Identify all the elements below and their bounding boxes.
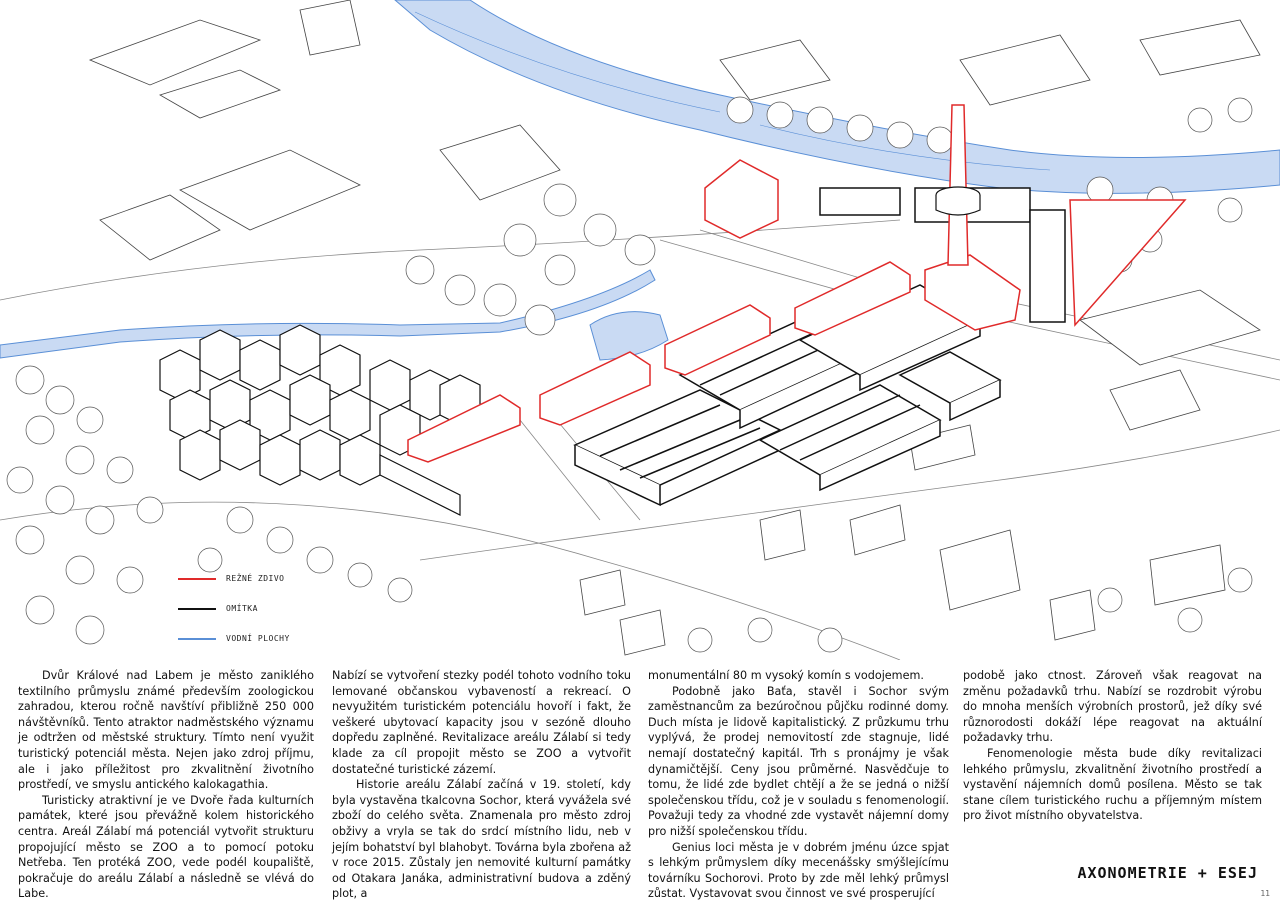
page-title: AXONOMETRIE + ESEJ [1077, 864, 1258, 882]
essay-paragraph: Podobně jako Baťa, stavěl i Sochor svým zaměstnancům za bezúročnou půjčku rodinné domy. Duch místa je lidově kapitalistický. Z průzkumu trhu vyplývá, že prodej nemovitostí zde stagnuje, lidé nemají dostatečný kapitál. Trh s pronájmy je však dynamičtější. Ceny jsou průměrné. Nasvědčuje to tomu, že lidé zde bydlet chtějí a že se jedná o nižší společenskou třídu, což je v souladu s fenomenologií. Považuji tedy za vhodné zde vystavět nájemní domy pro nižší společenskou třídu. [648, 684, 949, 838]
legend-line-brick [178, 578, 216, 580]
chimney-water-tower [936, 187, 980, 215]
essay-paragraph: Fenomenologie města bude díky revitalizaci lehkého průmyslu, zkvalitnění životního prostředí a vystavění nájemních domů posílena. Město se tak stane cílem turistického ruchu a příjemným místem pro život místního obyvatelstva. [963, 746, 1262, 823]
essay-paragraph: Dvůr Králové nad Labem je město zaniklého textilního průmyslu známé především zoologickou zahradou, kterou ročně navštíví přibližně 250 000 návštěvníků. Tento atraktor nadměstského významu je odtržen od městské struktury. Tímto není využit turistický potenciál města. Nejen jako zdroj příjmu, ale i jako příležitost pro zkvalitnění životního prostředí, ve smyslu antického kalokagathia. [18, 669, 314, 792]
legend-item-plaster [178, 604, 258, 613]
legend-label-water: VODNÍ PLOCHY [226, 634, 290, 643]
essay-column-1 [18, 668, 314, 902]
essay-paragraph: Genius loci města je v dobrém jménu úzce spjat s lehkým průmyslem díky mecenášsky smýšlejícímu továrníku Sochorovi. Proto by zde měl lehký průmysl zůstat. Vystavovat svou činnost ve své prosperující [648, 840, 949, 901]
legend-label-brick: REŽNÉ ZDIVO [226, 574, 285, 583]
essay-column-3 [648, 668, 949, 902]
essay-paragraph: Historie areálu Zálabí začíná v 19. století, kdy byla vystavěna tkalcovna Sochor, která vyvážela své zboží do celého světa. Znamenala pro město zdroj obživy a vryla se tak do srdcí místního lidu, neb v jejím bohatství byl blahobyt. Továrna byla zbořena až v roce 2015. Zůstaly jen nemovité kulturní památky od Otakara Janáka, administrativní budova a zděný plot, a [332, 778, 631, 901]
essay-paragraph: monumentální 80 m vysoký komín s vodojemem. [648, 669, 924, 682]
essay-column-2 [332, 668, 631, 902]
legend-line-plaster [178, 608, 216, 610]
essay-paragraph: Nabízí se vytvoření stezky podél tohoto vodního toku lemované občanskou vybaveností a rekreací. O nevyužitém turistickém potenciálu hovoří i fakt, že veškeré ubytovací kapacity jsou v sezóně dlouho dopředu zaplněné. Revitalizace areálu Zálabí si tedy klade za cíl propojit město se ZOO a vytvořit dostatečné turistické zázemí. [332, 669, 631, 776]
legend-line-water [178, 638, 216, 640]
legend-item-water [178, 634, 290, 643]
legend-item-brick [178, 574, 284, 583]
legend-label-plaster: OMÍTKA [226, 604, 258, 613]
essay-column-4 [963, 668, 1262, 824]
essay-paragraph: podobě jako ctnost. Zároveň však reagovat na změnu požadavků trhu. Nabízí se rozdrobit výrobu do mnoha menších výrobních prostorů, jež díky své různorodosti dokáží lépe reagovat na aktuální požadavky trhu. [963, 669, 1262, 745]
page-number: 11 [1260, 889, 1270, 898]
essay-paragraph: Turisticky atraktivní je ve Dvoře řada kulturních památek, které jsou převážně kolem historického centra. Areál Zálabí má potenciál vytvořit strukturu propojující město se ZOO a to pomocí potoku Netřeba. Ten protéká ZOO, vede podél koupaliště, pokračuje do areálu Zálabí a následně se vlévá do Labe. [18, 793, 314, 901]
